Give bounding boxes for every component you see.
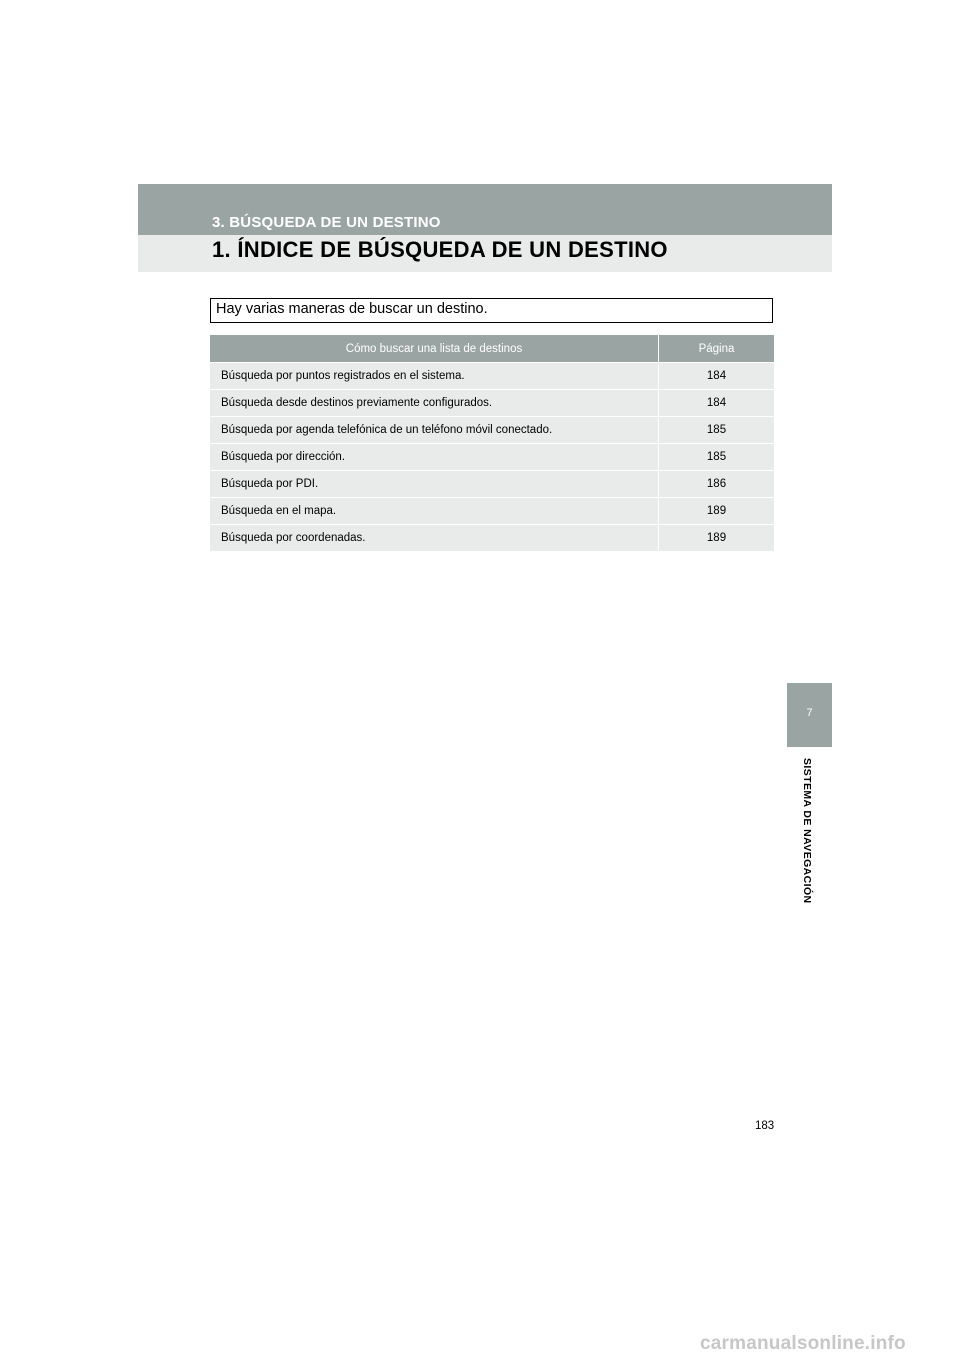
- row-page: 185: [659, 417, 775, 444]
- table-row: [210, 363, 774, 390]
- row-page: 189: [659, 525, 775, 552]
- table-row: [210, 444, 774, 471]
- page-number: 183: [755, 1120, 775, 1132]
- row-page: 185: [659, 444, 775, 471]
- table-row: [210, 471, 774, 498]
- table-header-row: [210, 335, 774, 363]
- title-band: [138, 235, 832, 272]
- intro-text: Hay varias maneras de buscar un destino.: [216, 301, 488, 317]
- row-description: Búsqueda desde destinos previamente configurados.: [210, 390, 659, 417]
- row-page: 184: [659, 390, 775, 417]
- row-description: Búsqueda en el mapa.: [210, 498, 659, 525]
- destination-search-table: [210, 335, 774, 551]
- chapter-tab: [787, 683, 832, 747]
- row-page: 184: [659, 363, 775, 390]
- page-title: 1. ÍNDICE DE BÚSQUEDA DE UN DESTINO: [212, 237, 668, 262]
- table-row: [210, 525, 774, 552]
- column-header-page: Página: [659, 335, 775, 363]
- page-header: [138, 184, 832, 272]
- row-description: Búsqueda por puntos registrados en el sistema.: [210, 363, 659, 390]
- watermark: carmanualsonline.info: [700, 1333, 906, 1354]
- table-row: [210, 390, 774, 417]
- chapter-label: SISTEMA DE NAVEGACIÓN: [801, 758, 813, 904]
- chapter-label-container: [801, 758, 817, 928]
- row-description: Búsqueda por PDI.: [210, 471, 659, 498]
- section-bar: [138, 184, 832, 235]
- row-page: 189: [659, 498, 775, 525]
- section-title: 3. BÚSQUEDA DE UN DESTINO: [212, 214, 441, 231]
- chapter-number: 7: [806, 707, 813, 719]
- intro-box: [210, 298, 773, 323]
- row-description: Búsqueda por coordenadas.: [210, 525, 659, 552]
- table-row: [210, 498, 774, 525]
- row-description: Búsqueda por agenda telefónica de un teléfono móvil conectado.: [210, 417, 659, 444]
- row-page: 186: [659, 471, 775, 498]
- table-row: [210, 417, 774, 444]
- column-header-method: Cómo buscar una lista de destinos: [210, 335, 659, 363]
- row-description: Búsqueda por dirección.: [210, 444, 659, 471]
